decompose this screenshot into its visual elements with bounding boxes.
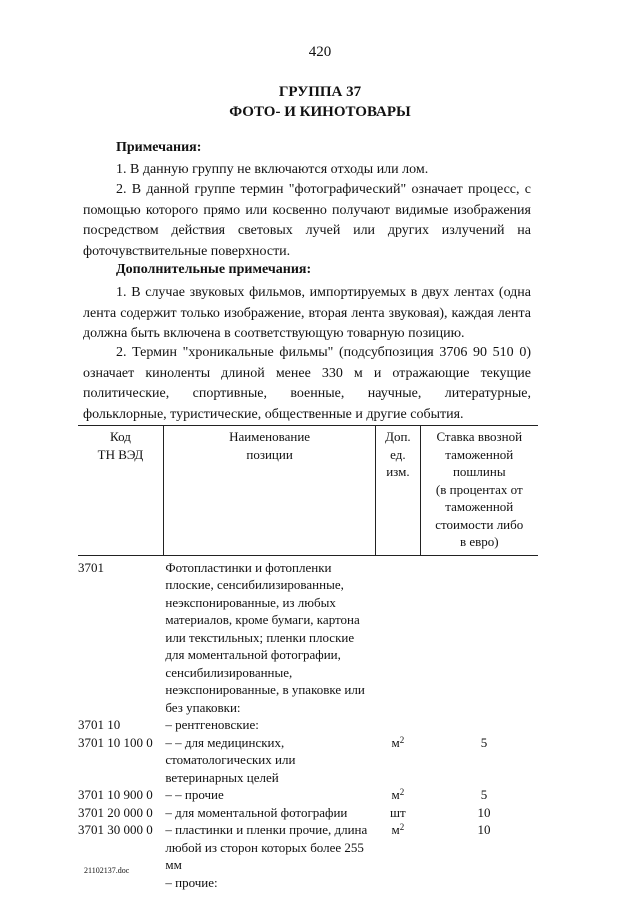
row-rate: 5 xyxy=(480,787,488,802)
unit-text: шт xyxy=(390,804,406,820)
row-name: – прочие: xyxy=(165,874,218,890)
row-unit xyxy=(376,716,420,734)
row-code: 3701 30 000 0 xyxy=(78,822,153,837)
row-name: – для моментальной фотографии xyxy=(165,804,348,820)
additional-note-1: 1. В случае звуковых фильмов, импортируемых в двух лентах (одна лента содержит только изображение, вторая лента звуковая), каждая лента должна быть включена в соответствующую товарную позицию. xyxy=(83,285,531,341)
row-unit xyxy=(376,874,420,892)
table-header-row xyxy=(78,426,538,556)
row-name: Фотопластинки и фотопленки плоские, сенсибилизированные, неэкспонированные, из любых материалов, кроме бумаги, картона или текстильных; пленки плоские для моментальной фотографии, сенсибилизированные, неэкспонированные, в упаковке или без упаковки: xyxy=(165,559,365,715)
header-code: Код ТН ВЭД xyxy=(78,426,163,556)
row-rate: 5 xyxy=(480,734,488,750)
note-1: 1. В данную группу не включаются отходы или лом. xyxy=(116,162,429,177)
row-rate xyxy=(420,874,538,892)
notes-heading: Примечания: xyxy=(116,140,202,155)
row-name: – – прочие xyxy=(165,787,224,802)
header-name: Наименование позиции xyxy=(163,426,375,556)
table-row xyxy=(78,786,538,804)
table-row xyxy=(78,555,538,716)
row-name: – пластинки и пленки прочие, длина любой из сторон которых более 255 мм xyxy=(165,822,368,872)
header-unit: Доп. ед. изм. xyxy=(376,426,420,556)
row-unit xyxy=(376,734,420,787)
row-unit xyxy=(376,804,420,822)
header-rate: Ставка ввозной таможенной пошлины (в процентах от таможенной стоимости либо в евро) xyxy=(420,426,538,556)
group-title: ГРУППА 37 xyxy=(278,84,362,100)
row-code: 3701 xyxy=(78,559,104,575)
table-body xyxy=(78,555,538,891)
table-row xyxy=(78,734,538,787)
unit-superscript: 2 xyxy=(399,734,405,745)
row-name: – рентгеновские: xyxy=(165,717,259,732)
row-code: 3701 10 900 0 xyxy=(78,787,153,802)
tariff-table xyxy=(78,425,538,891)
unit-superscript: 2 xyxy=(399,822,405,832)
row-code: 3701 10 100 0 xyxy=(78,734,153,750)
table-row xyxy=(78,716,538,734)
row-rate: 10 xyxy=(477,804,491,820)
unit-superscript: 2 xyxy=(399,787,405,797)
unit-text: м xyxy=(391,787,400,802)
additional-notes-heading: Дополнительные примечания: xyxy=(116,262,312,277)
row-unit xyxy=(376,821,420,874)
row-code xyxy=(78,874,163,892)
unit-text: м xyxy=(391,734,400,750)
unit-text: м xyxy=(391,822,400,837)
row-code: 3701 10 xyxy=(78,717,121,732)
page-number: 420 xyxy=(308,44,332,60)
table-row xyxy=(78,874,538,892)
footer-filename: 21102137.doc xyxy=(84,866,130,875)
table-row xyxy=(78,804,538,822)
row-unit xyxy=(376,786,420,804)
group-subtitle: ФОТО- И КИНОТОВАРЫ xyxy=(229,104,411,120)
additional-note-2: 2. Термин "хроникальные фильмы" (подсубпозиция 3706 90 510 0) означает киноленты длиной менее 330 м и отражающие текущие политические, спортивные, военные, научные, литературные, фольклорные, туристические, общественные и другие события. xyxy=(83,345,531,422)
table-row xyxy=(78,821,538,874)
note-2: 2. В данной группе термин "фотографический" означает процесс, с помощью которого прямо или косвенно получают видимые изображения посредством действия световых лучей или других излучений на фоточувствительные поверхности. xyxy=(83,182,531,259)
row-name: – – для медицинских, стоматологических или ветеринарных целей xyxy=(165,734,296,785)
row-rate xyxy=(420,716,538,734)
row-unit xyxy=(376,555,420,716)
row-rate: 10 xyxy=(477,822,491,837)
row-rate xyxy=(420,555,538,716)
row-code: 3701 20 000 0 xyxy=(78,804,153,820)
